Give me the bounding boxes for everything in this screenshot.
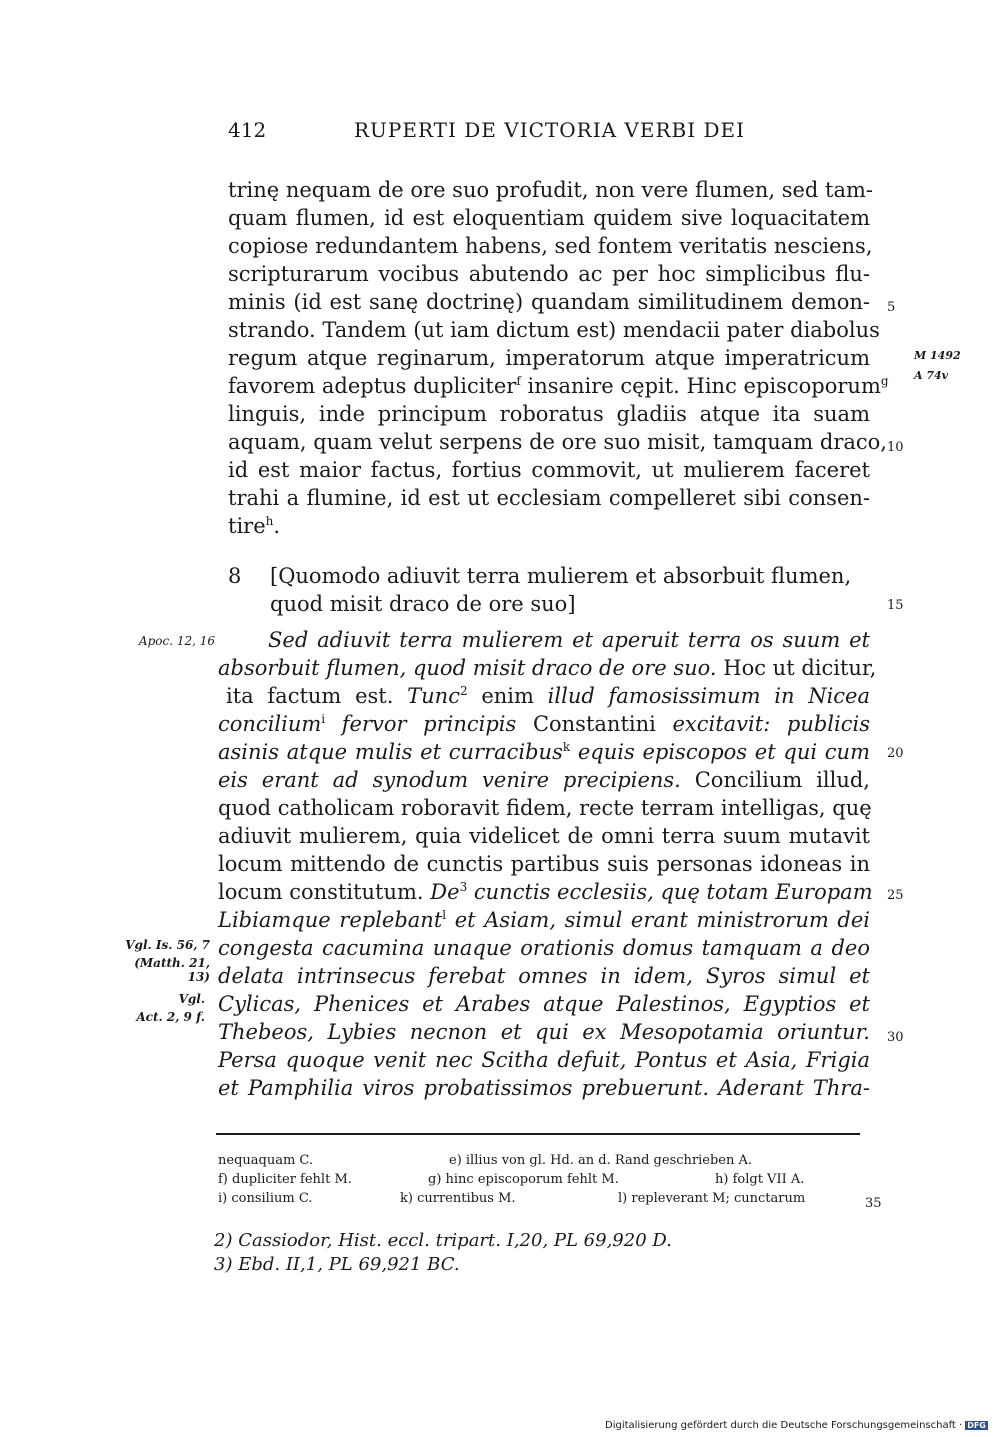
text-segment: Libiamque replebant <box>218 908 443 932</box>
margin-note-left: Vgl. <box>178 992 205 1006</box>
text-segment: enim <box>467 684 548 708</box>
apparatus-note: i) consilium C. <box>218 1191 313 1206</box>
text-segment: et Asiam, simul erant ministrorum dei <box>446 908 870 932</box>
apparatus-note: g) hinc episcoporum fehlt M. <box>428 1172 619 1187</box>
text-segment: illud famosissimum in Nicea <box>547 684 871 708</box>
text-segment: fervor principis <box>325 712 517 736</box>
text-line: minis (id est sanę doctrinę) quandam similitudinem demon- <box>228 290 870 314</box>
footnote-mark: i <box>321 712 326 726</box>
text-segment: adiuvit mulierem, quia videlicet de omni terra suum mutavit <box>218 824 870 848</box>
text-segment: excitavit: publicis <box>672 712 870 736</box>
text-line <box>218 738 870 766</box>
footnote-mark: g <box>880 374 889 388</box>
text-line <box>218 766 870 794</box>
footnote-mark: l <box>442 908 447 922</box>
apparatus-note: nequaquam C. <box>218 1153 314 1168</box>
dfg-logo: DFG <box>967 1421 986 1430</box>
footnote-mark: f <box>516 374 521 388</box>
margin-note-right: M 1492 <box>914 349 961 362</box>
text-segment: ita factum est. <box>226 684 408 708</box>
text-line <box>218 878 873 906</box>
margin-note-left: Vgl. Is. 56, 7 <box>125 938 210 952</box>
text-line: Thebeos, Lybies necnon et qui ex Mesopotamia oriuntur. <box>218 1020 870 1044</box>
apparatus-note: e) illius von gl. Hd. an d. Rand geschrieben A. <box>449 1153 752 1168</box>
margin-note-left: Apoc. 12, 16 <box>138 634 215 648</box>
footnote-mark: 3 <box>459 880 468 894</box>
line-number: 5 <box>887 300 896 315</box>
text-line <box>218 654 877 682</box>
text-segment: locum constitutum. <box>218 880 431 904</box>
source-note: 2) Cassiodor, Hist. eccl. tripart. I,20, PL 69,920 D. <box>214 1230 672 1251</box>
text-line: Persa quoque venit nec Scitha defuit, Pontus et Asia, Frigia <box>218 1048 870 1072</box>
apparatus-note: f) dupliciter fehlt M. <box>218 1172 352 1187</box>
text-segment: locum mittendo de cunctis partibus suis personas idoneas in <box>218 852 870 876</box>
page-number: 412 <box>228 118 267 142</box>
apparatus-note: l) repleverant M; cunctarum <box>618 1191 806 1206</box>
margin-note-right: A 74v <box>914 369 949 382</box>
chapter-title-1: [Quomodo adiuvit terra mulierem et absorbuit flumen, <box>270 564 852 588</box>
text-line: trahi a flumine, id est ut ecclesiam compelleret sibi consen- <box>228 486 870 510</box>
text-segment: cunctis ecclesiis, quę totam Europam <box>467 880 873 904</box>
chapter-line <box>228 562 870 590</box>
text-segment: quod catholicam roboravit fidem, recte terram intelligas, quę <box>218 796 872 820</box>
running-title: RUPERTI DE VICTORIA VERBI DEI <box>354 118 746 142</box>
text-line: congesta cacumina unaque orationis domus tamquam a deo <box>218 936 870 960</box>
footnote-mark: 2 <box>459 684 468 698</box>
text-line: scripturarum vocibus abutendo ac per hoc simplicibus flu- <box>228 262 870 286</box>
chapter-number: 8 <box>228 564 242 588</box>
apparatus-note: h) folgt VII A. <box>715 1172 805 1187</box>
line-number: 30 <box>887 1030 904 1045</box>
text-line: copiose redundantem habens, sed fontem veritatis nesciens, <box>228 234 873 258</box>
line-number: 25 <box>887 888 904 903</box>
text-line <box>218 822 870 850</box>
text-segment: eis erant ad synodum venire precipiens. <box>218 768 681 792</box>
text-segment: asinis atque mulis et curracibus <box>218 740 563 764</box>
text-line: Cylicas, Phenices et Arabes atque Palestinos, Egyptios et <box>218 992 870 1016</box>
footnote-mark: k <box>562 740 571 754</box>
text-segment: equis episcopos et qui cum <box>570 740 870 764</box>
text-line <box>218 794 870 822</box>
source-note: 3) Ebd. II,1, PL 69,921 BC. <box>214 1254 460 1275</box>
line-number: 35 <box>865 1196 882 1211</box>
footnote-mark: h <box>265 514 274 528</box>
line-number: 20 <box>887 746 904 761</box>
line-number: 10 <box>887 440 904 455</box>
text-block-2 <box>218 626 877 1102</box>
chapter-line <box>228 590 870 618</box>
text-segment: Tunc <box>407 684 460 708</box>
text-line <box>228 372 889 400</box>
text-line <box>218 682 870 710</box>
text-segment: Constantini <box>516 712 673 736</box>
text-line: et Pamphilia viros probatissimos prebuerunt. Aderant Thra- <box>218 1076 870 1100</box>
text-segment: absorbuit flumen, quod misit draco de ore suo. <box>218 656 717 680</box>
text-line: delata intrinsecus ferebat omnes in idem, Syros simul et <box>218 964 870 988</box>
text-segment: . <box>273 514 281 538</box>
digitization-credit <box>605 1420 988 1431</box>
text-segment: insanire cępit. Hinc episcoporum <box>520 374 881 398</box>
text-line <box>228 512 870 540</box>
chapter-title-2: quod misit draco de ore suo] <box>270 592 576 616</box>
text-line: regum atque reginarum, imperatorum atque imperatricum <box>228 346 870 370</box>
text-segment: tire <box>228 514 266 538</box>
running-header <box>228 118 868 148</box>
line-number: 15 <box>887 598 904 613</box>
text-line: quam flumen, id est eloquentiam quidem sive loquacitatem <box>228 206 870 230</box>
text-line <box>218 710 870 738</box>
text-line: strando. Tandem (ut iam dictum est) mendacii pater diabolus <box>228 318 880 342</box>
text-line: id est maior factus, fortius commovit, ut mulierem faceret <box>228 458 870 482</box>
text-segment: De <box>430 880 460 904</box>
text-line <box>218 850 870 878</box>
apparatus-note: k) currentibus M. <box>400 1191 516 1206</box>
text-line: linguis, inde principum roboratus gladiis atque ita suam <box>228 402 870 426</box>
text-block-1 <box>228 176 889 540</box>
text-line <box>218 626 870 654</box>
text-line <box>218 906 870 934</box>
text-segment: Hoc ut dicitur, <box>716 656 877 680</box>
text-line: aquam, quam velut serpens de ore suo misit, tamquam draco, <box>228 430 887 454</box>
text-line: trinę nequam de ore suo profudit, non vere flumen, sed tam- <box>228 178 874 202</box>
text-segment: Sed adiuvit terra mulierem et aperuit terra os suum et <box>268 628 870 652</box>
margin-note-left: Act. 2, 9 f. <box>136 1010 205 1024</box>
footnote-rule <box>216 1133 860 1135</box>
text-segment: favorem adeptus dupliciter <box>228 374 517 398</box>
chapter-heading <box>228 562 870 618</box>
margin-note-left: (Matth. 21, 13) <box>134 956 210 984</box>
credit-text: Digitalisierung gefördert durch die Deutsche Forschungsgemeinschaft · <box>605 1420 963 1431</box>
text-segment: Concilium illud, <box>680 768 870 792</box>
text-segment: concilium <box>218 712 322 736</box>
